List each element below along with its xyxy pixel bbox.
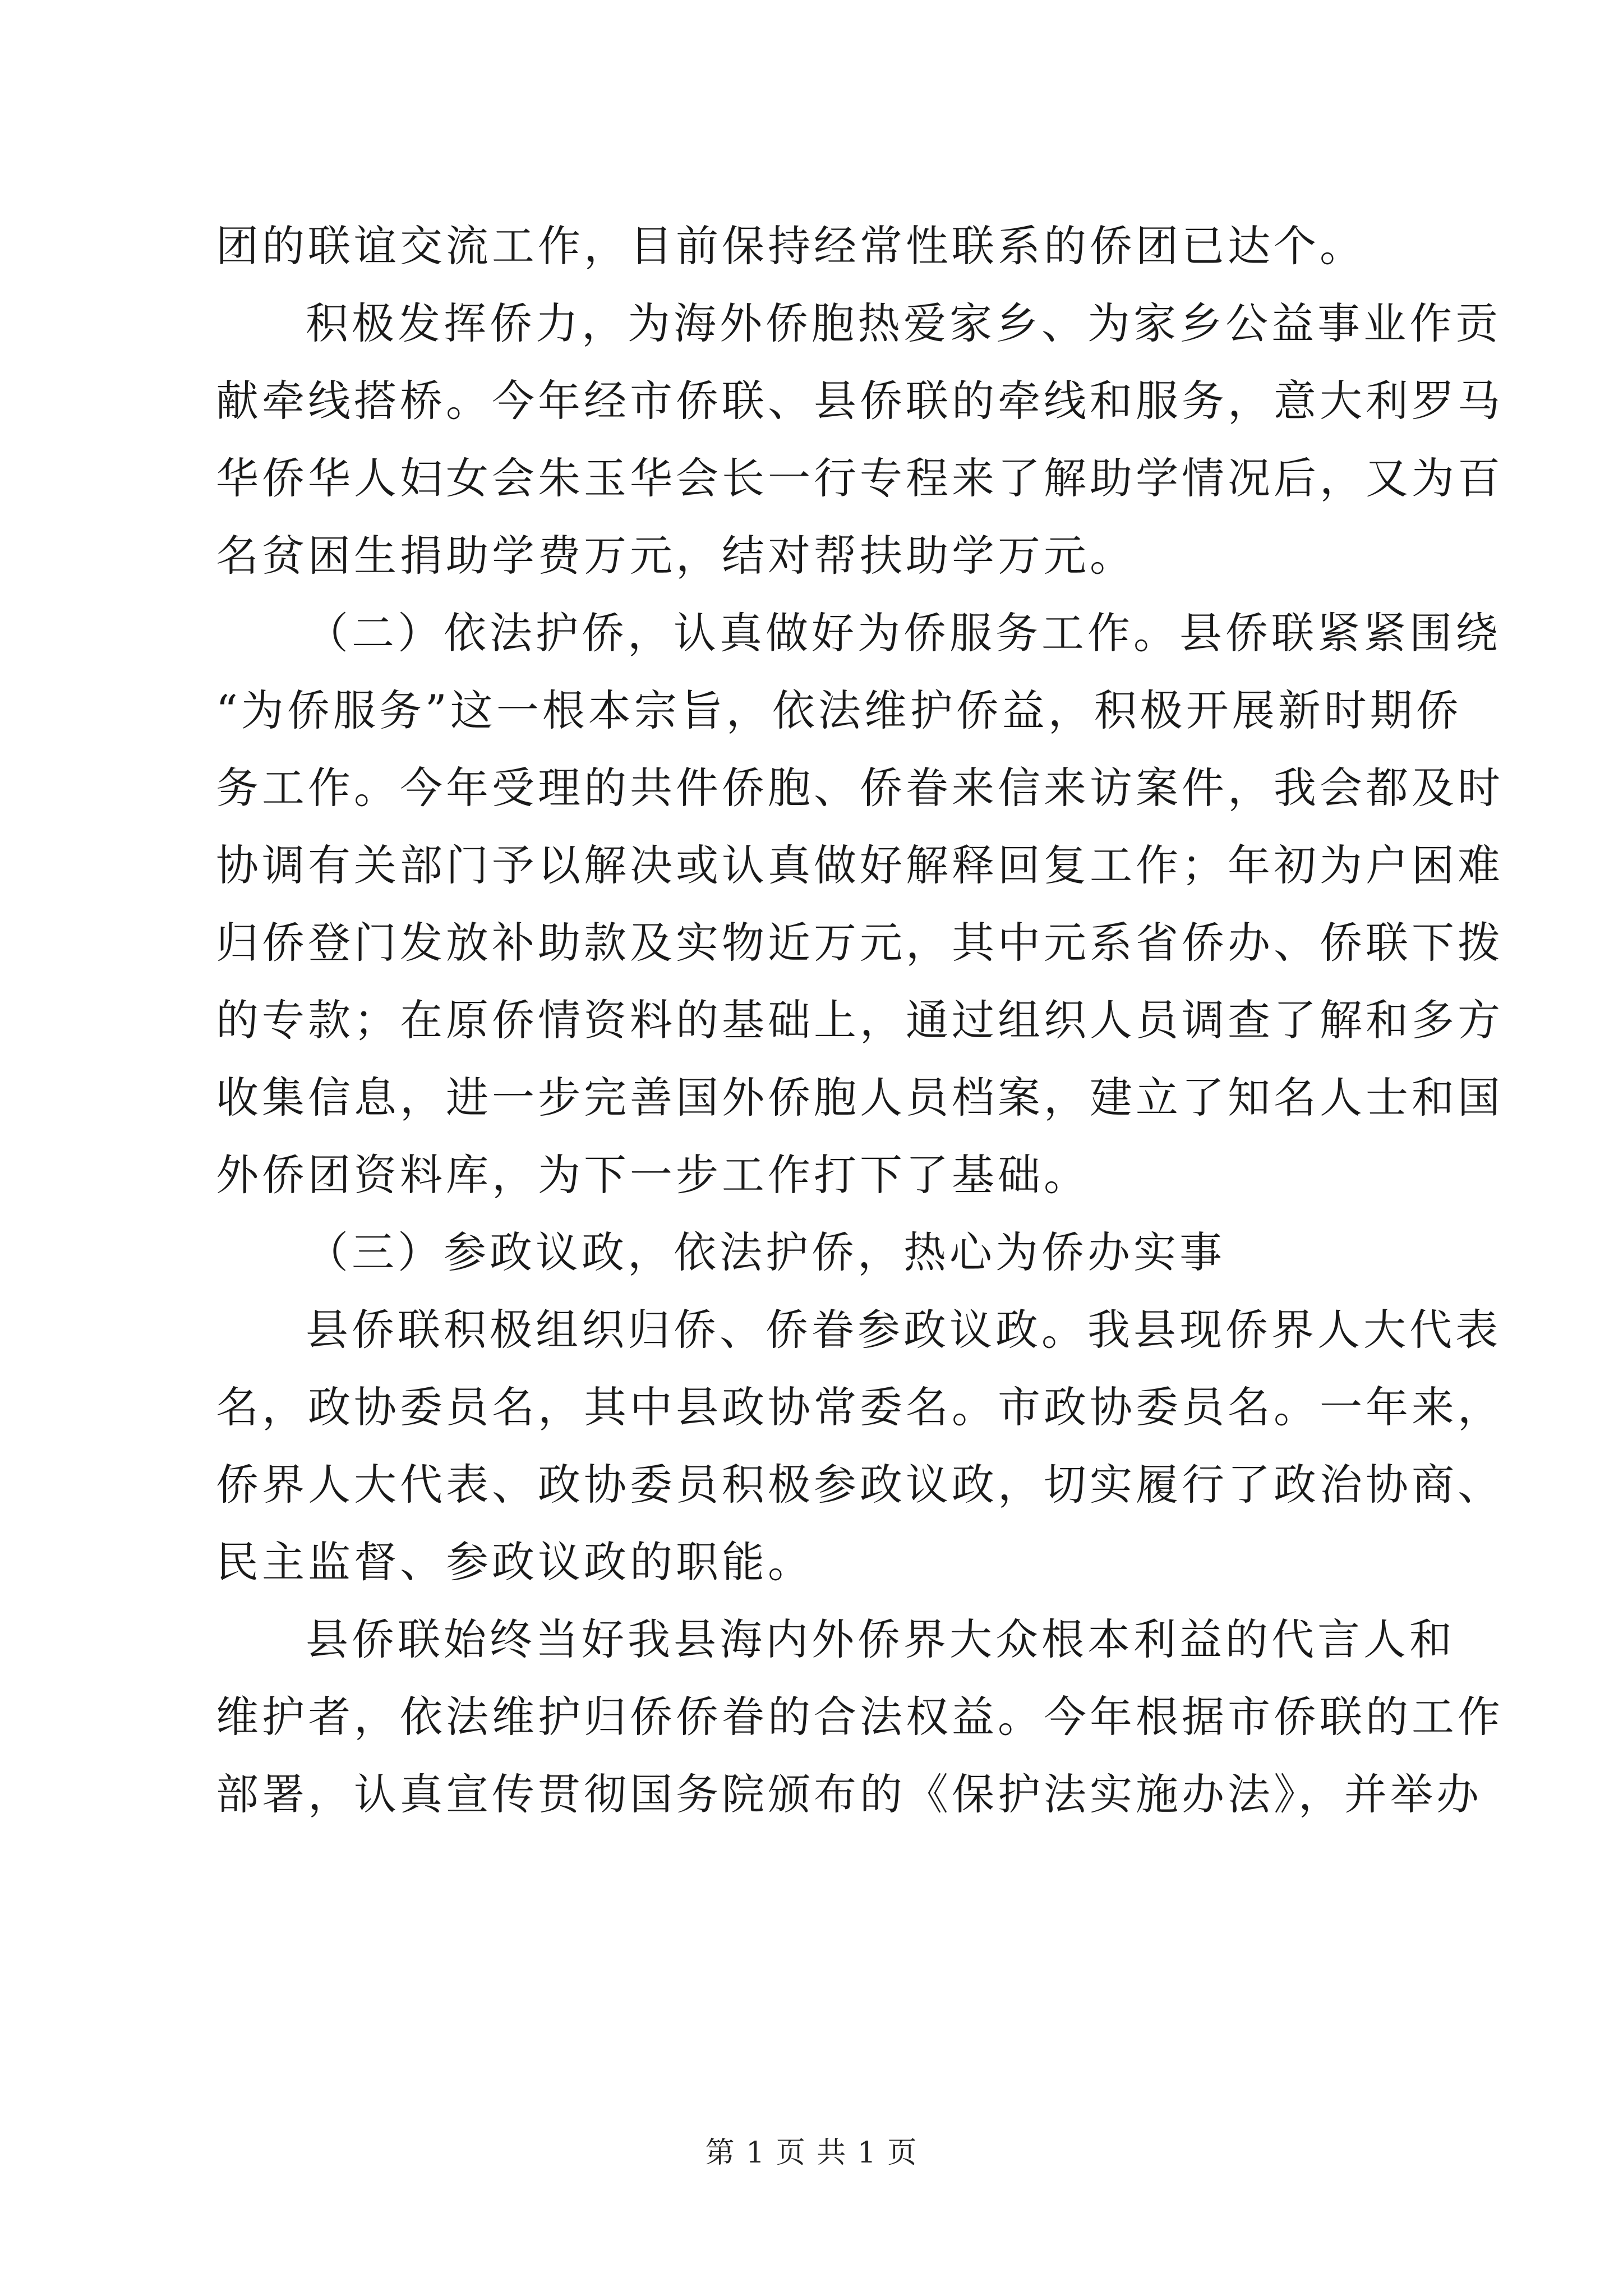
text-line: 名贫困生捐助学费万元，结对帮扶助学万元。 bbox=[216, 531, 1136, 581]
page-number: 第 1 页 共 1 页 bbox=[705, 2136, 918, 2170]
text-line: 民主监督、参政议政的职能。 bbox=[216, 1537, 814, 1587]
text-line: 侨界人大代表、政协委员积极参政议政，切实履行了政治协商、 bbox=[216, 1460, 1504, 1510]
text-line: （二）依法护侨，认真做好为侨服务工作。县侨联紧紧围绕 bbox=[306, 608, 1501, 658]
document-body bbox=[216, 208, 1504, 1833]
section-heading: （三）参政议政，依法护侨，热心为侨办实事 bbox=[306, 1227, 1225, 1277]
text-line: 维护者，依法维护归侨侨眷的合法权益。今年根据市侨联的工作 bbox=[216, 1692, 1504, 1742]
text-line: 部署，认真宣传贯彻国务院颁布的《保护法实施办法》，并举办 bbox=[216, 1769, 1482, 1819]
text-line: 县侨联积极组织归侨、侨眷参政议政。我县现侨界人大代表 bbox=[306, 1305, 1501, 1355]
text-line: 积极发挥侨力，为海外侨胞热爱家乡、为家乡公益事业作贡 bbox=[306, 298, 1501, 348]
text-line: 团的联谊交流工作，目前保持经常性联系的侨团已达个。 bbox=[216, 221, 1366, 271]
text-line: 华侨华人妇女会朱玉华会长一行专程来了解助学情况后，又为百 bbox=[216, 453, 1504, 503]
text-line: 归侨登门发放补助款及实物近万元，其中元系省侨办、侨联下拨 bbox=[216, 918, 1504, 968]
text-line: 务工作。今年受理的共件侨胞、侨眷来信来访案件，我会都及时 bbox=[216, 763, 1504, 813]
text-line: 献牵线搭桥。今年经市侨联、县侨联的牵线和服务，意大利罗马 bbox=[216, 376, 1504, 426]
text-line: 县侨联始终当好我县海内外侨界大众根本利益的代言人和 bbox=[306, 1614, 1455, 1664]
text-line: 收集信息，进一步完善国外侨胞人员档案，建立了知名人士和国 bbox=[216, 1073, 1504, 1122]
text-line: “为侨服务”这一根本宗旨，依法维护侨益，积极开展新时期侨 bbox=[216, 685, 1462, 735]
text-line: 协调有关部门予以解决或认真做好解释回复工作；年初为户困难 bbox=[216, 840, 1504, 890]
text-line: 名，政协委员名，其中县政协常委名。市政协委员名。一年来， bbox=[216, 1382, 1504, 1432]
text-line: 外侨团资料库，为下一步工作打下了基础。 bbox=[216, 1150, 1090, 1200]
text-line: 的专款；在原侨情资料的基础上，通过组织人员调查了解和多方 bbox=[216, 995, 1504, 1045]
